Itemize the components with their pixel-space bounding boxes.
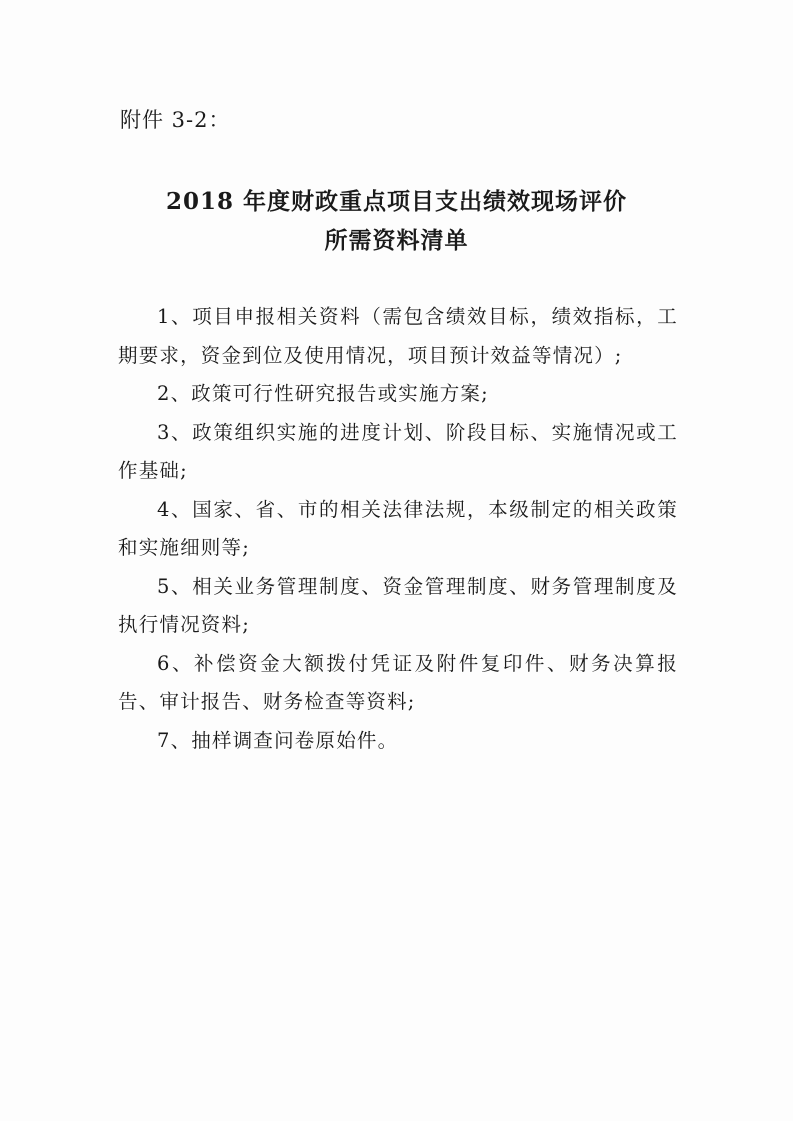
document-title-line-1: 2018 年度财政重点项目支出绩效现场评价 — [165, 188, 628, 215]
list-item: 2、政策可行性研究报告或实施方案; — [157, 382, 489, 405]
list-item: 5、相关业务管理制度、资金管理制度、财务管理制度及执行情况资料; — [118, 574, 678, 636]
list-item: 7、抽样调查问卷原始件。 — [157, 728, 399, 752]
list-item: 6、补偿资金大额拨付凭证及附件复印件、财务决算报告、审计报告、财务检查等资料; — [118, 651, 678, 713]
attachment-label: 附件 3-2： — [120, 108, 231, 132]
list-item: 4、国家、省、市的相关法律法规，本级制定的相关政策和实施细则等; — [118, 497, 678, 559]
list-item: 1、项目申报相关资料（需包含绩效目标，绩效指标，工期要求，资金到位及使用情况，项目预计效益等情况）; — [118, 305, 678, 367]
materials-list — [118, 298, 678, 760]
list-item: 3、政策组织实施的进度计划、阶段目标、实施情况或工作基础; — [118, 420, 678, 482]
document-title-line-2: 所需资料清单 — [324, 227, 469, 254]
